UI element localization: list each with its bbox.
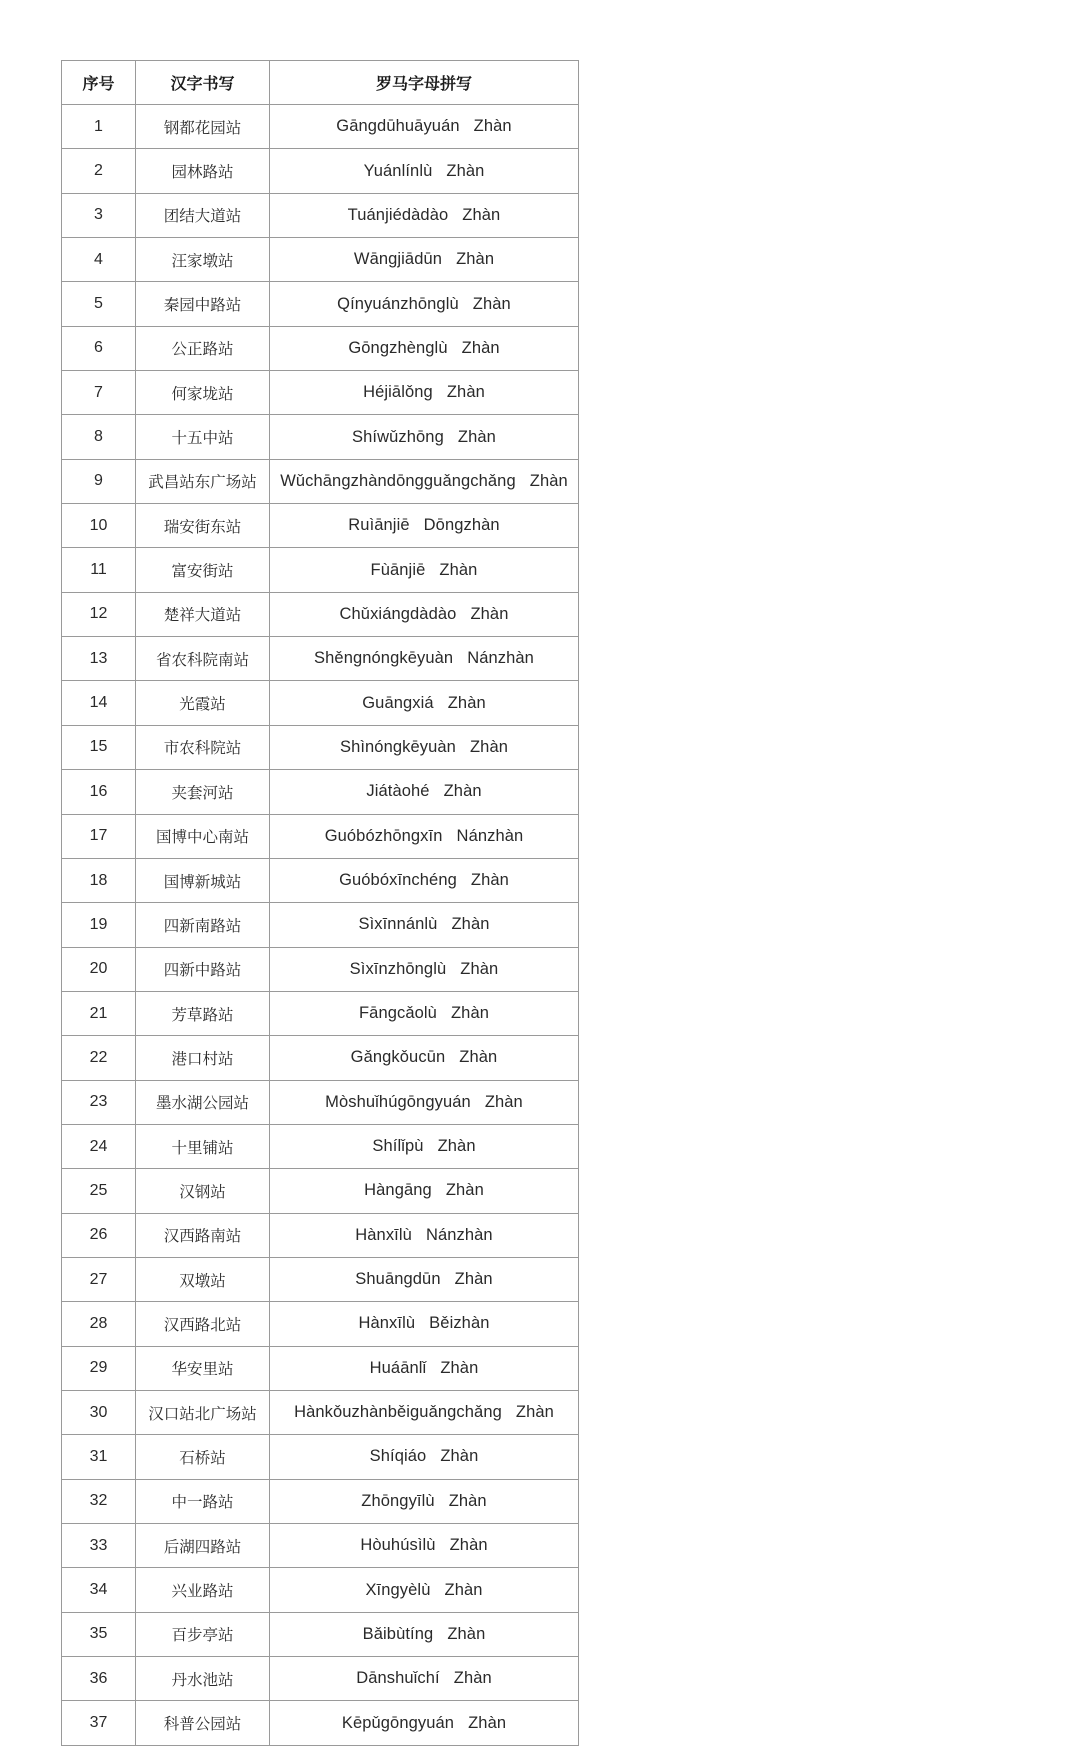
row-number-cell: 27: [62, 1257, 136, 1301]
row-hanzi-cell: 汉西路北站: [136, 1302, 270, 1346]
row-hanzi-cell: 芳草路站: [136, 991, 270, 1035]
table-row: [62, 858, 579, 902]
row-romanization-cell: Gōngzhènglù Zhàn: [270, 326, 579, 370]
row-number-cell: 26: [62, 1213, 136, 1257]
row-romanization-cell: Sìxīnzhōnglù Zhàn: [270, 947, 579, 991]
row-number-cell: 28: [62, 1302, 136, 1346]
table-row: [62, 903, 579, 947]
row-hanzi-cell: 汉钢站: [136, 1169, 270, 1213]
row-number-cell: 34: [62, 1568, 136, 1612]
table-row: [62, 814, 579, 858]
table-row: [62, 371, 579, 415]
row-hanzi-cell: 百步亭站: [136, 1612, 270, 1656]
row-number-cell: 9: [62, 459, 136, 503]
table-row: [62, 991, 579, 1035]
row-hanzi-cell: 武昌站东广场站: [136, 459, 270, 503]
table-body: [62, 105, 579, 1746]
row-number-cell: 5: [62, 282, 136, 326]
row-romanization-cell: Wāngjiādūn Zhàn: [270, 238, 579, 282]
row-hanzi-cell: 楚祥大道站: [136, 592, 270, 636]
station-name-table: [61, 60, 579, 1746]
table-row: [62, 548, 579, 592]
row-hanzi-cell: 科普公园站: [136, 1701, 270, 1745]
row-number-cell: 31: [62, 1435, 136, 1479]
row-romanization-cell: Gāngdūhuāyuán Zhàn: [270, 105, 579, 149]
row-romanization-cell: Shěngnóngkēyuàn Nánzhàn: [270, 637, 579, 681]
row-hanzi-cell: 华安里站: [136, 1346, 270, 1390]
row-romanization-cell: Shíqiáo Zhàn: [270, 1435, 579, 1479]
row-number-cell: 16: [62, 770, 136, 814]
row-romanization-cell: Dānshuǐchí Zhàn: [270, 1657, 579, 1701]
row-hanzi-cell: 国博中心南站: [136, 814, 270, 858]
row-number-cell: 2: [62, 149, 136, 193]
row-number-cell: 32: [62, 1479, 136, 1523]
table-row: [62, 1124, 579, 1168]
row-hanzi-cell: 双墩站: [136, 1257, 270, 1301]
row-hanzi-cell: 光霞站: [136, 681, 270, 725]
row-romanization-cell: Shílǐpù Zhàn: [270, 1124, 579, 1168]
table-row: [62, 1036, 579, 1080]
row-hanzi-cell: 汉西路南站: [136, 1213, 270, 1257]
row-hanzi-cell: 夹套河站: [136, 770, 270, 814]
row-number-cell: 4: [62, 238, 136, 282]
row-romanization-cell: Tuánjiédàdào Zhàn: [270, 193, 579, 237]
row-hanzi-cell: 十五中站: [136, 415, 270, 459]
table-row: [62, 1524, 579, 1568]
row-romanization-cell: Qínyuánzhōnglù Zhàn: [270, 282, 579, 326]
row-hanzi-cell: 省农科院南站: [136, 637, 270, 681]
row-romanization-cell: Zhōngyīlù Zhàn: [270, 1479, 579, 1523]
row-number-cell: 24: [62, 1124, 136, 1168]
table-row: [62, 504, 579, 548]
row-hanzi-cell: 团结大道站: [136, 193, 270, 237]
row-hanzi-cell: 后湖四路站: [136, 1524, 270, 1568]
row-hanzi-cell: 四新南路站: [136, 903, 270, 947]
row-hanzi-cell: 墨水湖公园站: [136, 1080, 270, 1124]
row-hanzi-cell: 汪家墩站: [136, 238, 270, 282]
row-hanzi-cell: 丹水池站: [136, 1657, 270, 1701]
table-row: [62, 1390, 579, 1434]
table-row: [62, 1701, 579, 1745]
table-row: [62, 1257, 579, 1301]
table-row: [62, 592, 579, 636]
table-row: [62, 1213, 579, 1257]
table-row: [62, 1612, 579, 1656]
row-number-cell: 36: [62, 1657, 136, 1701]
row-number-cell: 33: [62, 1524, 136, 1568]
row-number-cell: 10: [62, 504, 136, 548]
table-row: [62, 1479, 579, 1523]
row-number-cell: 8: [62, 415, 136, 459]
row-romanization-cell: Sìxīnnánlù Zhàn: [270, 903, 579, 947]
row-romanization-cell: Guāngxiá Zhàn: [270, 681, 579, 725]
row-number-cell: 23: [62, 1080, 136, 1124]
row-hanzi-cell: 富安街站: [136, 548, 270, 592]
row-romanization-cell: Héjiālǒng Zhàn: [270, 371, 579, 415]
row-hanzi-cell: 市农科院站: [136, 725, 270, 769]
header-number: 序号: [62, 61, 136, 105]
table-row: [62, 681, 579, 725]
row-romanization-cell: Chǔxiángdàdào Zhàn: [270, 592, 579, 636]
header-row: [62, 61, 579, 105]
row-number-cell: 11: [62, 548, 136, 592]
row-romanization-cell: Hòuhúsìlù Zhàn: [270, 1524, 579, 1568]
header-romanization: 罗马字母拼写: [270, 61, 579, 105]
row-number-cell: 30: [62, 1390, 136, 1434]
row-number-cell: 29: [62, 1346, 136, 1390]
row-hanzi-cell: 四新中路站: [136, 947, 270, 991]
row-romanization-cell: Hànxīlù Běizhàn: [270, 1302, 579, 1346]
row-romanization-cell: Mòshuǐhúgōngyuán Zhàn: [270, 1080, 579, 1124]
row-number-cell: 37: [62, 1701, 136, 1745]
row-hanzi-cell: 何家垅站: [136, 371, 270, 415]
table-row: [62, 459, 579, 503]
row-romanization-cell: Guóbózhōngxīn Nánzhàn: [270, 814, 579, 858]
row-romanization-cell: Shìnóngkēyuàn Zhàn: [270, 725, 579, 769]
row-romanization-cell: Hàngāng Zhàn: [270, 1169, 579, 1213]
table-row: [62, 1568, 579, 1612]
row-number-cell: 18: [62, 858, 136, 902]
row-romanization-cell: Shuāngdūn Zhàn: [270, 1257, 579, 1301]
row-number-cell: 35: [62, 1612, 136, 1656]
table-row: [62, 1657, 579, 1701]
table-row: [62, 637, 579, 681]
row-hanzi-cell: 兴业路站: [136, 1568, 270, 1612]
row-number-cell: 21: [62, 991, 136, 1035]
row-romanization-cell: Fāngcǎolù Zhàn: [270, 991, 579, 1035]
row-romanization-cell: Kēpǔgōngyuán Zhàn: [270, 1701, 579, 1745]
row-number-cell: 3: [62, 193, 136, 237]
row-romanization-cell: Ruìānjiē Dōngzhàn: [270, 504, 579, 548]
row-hanzi-cell: 港口村站: [136, 1036, 270, 1080]
row-romanization-cell: Hànkǒuzhànběiguǎngchǎng Zhàn: [270, 1390, 579, 1434]
row-hanzi-cell: 瑞安街东站: [136, 504, 270, 548]
header-hanzi: 汉字书写: [136, 61, 270, 105]
row-number-cell: 7: [62, 371, 136, 415]
row-hanzi-cell: 钢都花园站: [136, 105, 270, 149]
row-hanzi-cell: 十里铺站: [136, 1124, 270, 1168]
row-number-cell: 25: [62, 1169, 136, 1213]
row-hanzi-cell: 公正路站: [136, 326, 270, 370]
row-hanzi-cell: 秦园中路站: [136, 282, 270, 326]
row-number-cell: 1: [62, 105, 136, 149]
row-hanzi-cell: 园林路站: [136, 149, 270, 193]
row-romanization-cell: Yuánlínlù Zhàn: [270, 149, 579, 193]
row-romanization-cell: Jiátàohé Zhàn: [270, 770, 579, 814]
row-romanization-cell: Bǎibùtíng Zhàn: [270, 1612, 579, 1656]
table-row: [62, 193, 579, 237]
row-number-cell: 20: [62, 947, 136, 991]
row-hanzi-cell: 石桥站: [136, 1435, 270, 1479]
row-number-cell: 14: [62, 681, 136, 725]
table-header: [62, 61, 579, 105]
table-row: [62, 947, 579, 991]
row-romanization-cell: Wǔchāngzhàndōngguǎngchǎng Zhàn: [270, 459, 579, 503]
table-row: [62, 725, 579, 769]
table-row: [62, 326, 579, 370]
table-row: [62, 149, 579, 193]
row-number-cell: 12: [62, 592, 136, 636]
row-number-cell: 13: [62, 637, 136, 681]
row-romanization-cell: Fùānjiē Zhàn: [270, 548, 579, 592]
table-row: [62, 1346, 579, 1390]
row-hanzi-cell: 汉口站北广场站: [136, 1390, 270, 1434]
table-row: [62, 282, 579, 326]
row-romanization-cell: Hànxīlù Nánzhàn: [270, 1213, 579, 1257]
table-row: [62, 770, 579, 814]
row-romanization-cell: Shíwǔzhōng Zhàn: [270, 415, 579, 459]
row-hanzi-cell: 中一路站: [136, 1479, 270, 1523]
row-number-cell: 19: [62, 903, 136, 947]
row-number-cell: 17: [62, 814, 136, 858]
table-row: [62, 1169, 579, 1213]
row-romanization-cell: Gǎngkǒucūn Zhàn: [270, 1036, 579, 1080]
row-romanization-cell: Huáānlǐ Zhàn: [270, 1346, 579, 1390]
table-row: [62, 415, 579, 459]
row-number-cell: 22: [62, 1036, 136, 1080]
table-row: [62, 105, 579, 149]
row-romanization-cell: Xīngyèlù Zhàn: [270, 1568, 579, 1612]
row-number-cell: 15: [62, 725, 136, 769]
table-row: [62, 1435, 579, 1479]
row-hanzi-cell: 国博新城站: [136, 858, 270, 902]
table-row: [62, 1302, 579, 1346]
table-row: [62, 1080, 579, 1124]
table-row: [62, 238, 579, 282]
row-romanization-cell: Guóbóxīnchéng Zhàn: [270, 858, 579, 902]
row-number-cell: 6: [62, 326, 136, 370]
